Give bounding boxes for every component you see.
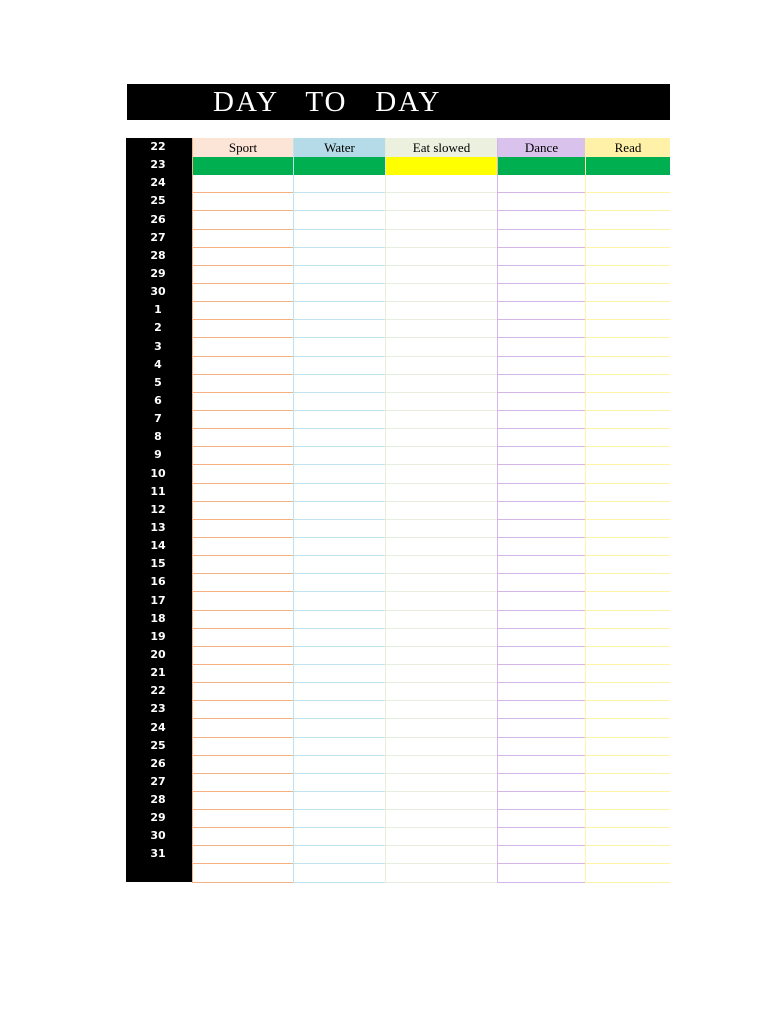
habit-checkbox-cell[interactable] <box>294 592 385 610</box>
habit-checkbox-cell[interactable] <box>193 846 293 864</box>
habit-checkbox-cell[interactable] <box>586 592 670 610</box>
habit-checkbox-cell[interactable] <box>586 211 670 229</box>
habit-checkbox-cell[interactable] <box>586 629 670 647</box>
habit-checkbox-cell[interactable] <box>294 647 385 665</box>
habit-checkbox-cell[interactable] <box>386 248 497 266</box>
habit-checkbox-cell[interactable] <box>586 157 670 175</box>
habit-checkbox-cell[interactable] <box>498 357 585 375</box>
day-number: 23 <box>150 158 166 172</box>
habit-checkbox-cell[interactable] <box>386 284 497 302</box>
habit-checkbox-cell[interactable] <box>294 302 385 320</box>
habit-checkbox-cell[interactable] <box>586 864 670 882</box>
habit-checkbox-cell[interactable] <box>586 701 670 719</box>
habit-checkbox-cell[interactable] <box>294 230 385 248</box>
habit-checkbox-cell[interactable] <box>586 846 670 864</box>
habit-checkbox-cell[interactable] <box>386 701 497 719</box>
habit-checkbox-cell[interactable] <box>386 266 497 284</box>
habit-checkbox-cell[interactable] <box>386 447 497 465</box>
habit-checkbox-cell[interactable] <box>498 629 585 647</box>
day-number: 4 <box>154 357 162 371</box>
habit-checkbox-cell[interactable] <box>386 484 497 502</box>
habit-checkbox-cell[interactable] <box>586 375 670 393</box>
habit-checkbox-cell[interactable] <box>386 193 497 211</box>
habit-checkbox-cell[interactable] <box>498 447 585 465</box>
habit-checkbox-cell[interactable] <box>193 864 293 882</box>
habit-checkbox-cell[interactable] <box>386 175 497 193</box>
habit-checkbox-cell[interactable] <box>386 611 497 629</box>
habit-checkbox-cell[interactable] <box>498 502 585 520</box>
habit-checkbox-cell[interactable] <box>498 828 585 846</box>
day-number: 15 <box>150 557 166 571</box>
habit-checkbox-cell[interactable] <box>586 465 670 483</box>
day-number: 27 <box>150 230 166 244</box>
habit-checkbox-cell[interactable] <box>386 538 497 556</box>
habit-checkbox-cell[interactable] <box>193 665 293 683</box>
habit-checkbox-cell[interactable] <box>586 411 670 429</box>
habit-checkbox-cell[interactable] <box>193 828 293 846</box>
habit-checkbox-cell[interactable] <box>193 357 293 375</box>
habit-header: Eat slowed <box>386 138 497 157</box>
habit-checkbox-cell[interactable] <box>193 756 293 774</box>
habit-checkbox-cell[interactable] <box>294 266 385 284</box>
habit-checkbox-cell[interactable] <box>294 828 385 846</box>
habit-checkbox-cell[interactable] <box>586 484 670 502</box>
habit-checkbox-cell[interactable] <box>586 792 670 810</box>
habit-checkbox-cell[interactable] <box>498 266 585 284</box>
habit-checkbox-cell[interactable] <box>586 665 670 683</box>
habit-checkbox-cell[interactable] <box>294 193 385 211</box>
habit-checkbox-cell[interactable] <box>586 683 670 701</box>
habit-checkbox-cell[interactable] <box>498 175 585 193</box>
habit-checkbox-cell[interactable] <box>586 774 670 792</box>
habit-checkbox-cell[interactable] <box>386 792 497 810</box>
habit-checkbox-cell[interactable] <box>498 738 585 756</box>
habit-checkbox-cell[interactable] <box>193 792 293 810</box>
day-number: 19 <box>150 629 166 643</box>
habit-checkbox-cell[interactable] <box>586 393 670 411</box>
day-number: 21 <box>150 666 166 680</box>
habit-checkbox-cell[interactable] <box>386 157 497 175</box>
habit-checkbox-cell[interactable] <box>294 538 385 556</box>
habit-checkbox-cell[interactable] <box>586 284 670 302</box>
habit-checkbox-cell[interactable] <box>193 284 293 302</box>
habit-checkbox-cell[interactable] <box>193 411 293 429</box>
day-number: 26 <box>150 756 166 770</box>
habit-checkbox-cell[interactable] <box>193 248 293 266</box>
habit-checkbox-cell[interactable] <box>193 701 293 719</box>
habit-checkbox-cell[interactable] <box>498 683 585 701</box>
habit-checkbox-cell[interactable] <box>498 846 585 864</box>
habit-checkbox-cell[interactable] <box>294 556 385 574</box>
habit-checkbox-cell[interactable] <box>586 647 670 665</box>
day-number-column <box>126 138 192 882</box>
habit-checkbox-cell[interactable] <box>586 193 670 211</box>
day-number: 1 <box>154 303 162 317</box>
day-number: 28 <box>150 248 166 262</box>
habit-checkbox-cell[interactable] <box>498 774 585 792</box>
habit-checkbox-cell[interactable] <box>193 484 293 502</box>
habit-column-water <box>293 138 385 883</box>
habit-checkbox-cell[interactable] <box>386 629 497 647</box>
habit-checkbox-cell[interactable] <box>498 756 585 774</box>
habit-checkbox-cell[interactable] <box>386 810 497 828</box>
habit-checkbox-cell[interactable] <box>193 556 293 574</box>
habit-checkbox-cell[interactable] <box>294 320 385 338</box>
habit-checkbox-cell[interactable] <box>498 556 585 574</box>
habit-checkbox-cell[interactable] <box>294 629 385 647</box>
habit-checkbox-cell[interactable] <box>193 230 293 248</box>
habit-checkbox-cell[interactable] <box>386 864 497 882</box>
habit-checkbox-cell[interactable] <box>386 393 497 411</box>
habit-header: Read <box>586 138 670 157</box>
habit-checkbox-cell[interactable] <box>294 846 385 864</box>
day-number: 30 <box>150 285 166 299</box>
habit-checkbox-cell[interactable] <box>386 338 497 356</box>
habit-checkbox-cell[interactable] <box>386 375 497 393</box>
habit-checkbox-cell[interactable] <box>386 230 497 248</box>
habit-checkbox-cell[interactable] <box>586 810 670 828</box>
habit-checkbox-cell[interactable] <box>193 193 293 211</box>
habit-checkbox-cell[interactable] <box>294 411 385 429</box>
habit-checkbox-cell[interactable] <box>498 665 585 683</box>
habit-checkbox-cell[interactable] <box>386 502 497 520</box>
day-number: 13 <box>150 520 166 534</box>
habit-checkbox-cell[interactable] <box>386 520 497 538</box>
day-number: 3 <box>154 339 162 353</box>
title-bar <box>127 84 670 120</box>
habit-checkbox-cell[interactable] <box>294 484 385 502</box>
habit-checkbox-cell[interactable] <box>498 211 585 229</box>
day-number: 7 <box>154 412 162 426</box>
habit-checkbox-cell[interactable] <box>294 211 385 229</box>
day-number <box>126 864 192 882</box>
habit-checkbox-cell[interactable] <box>498 810 585 828</box>
day-number: 16 <box>150 575 166 589</box>
habit-checkbox-cell[interactable] <box>386 465 497 483</box>
habit-checkbox-cell[interactable] <box>386 828 497 846</box>
day-number: 8 <box>154 430 162 444</box>
habit-checkbox-cell[interactable] <box>498 792 585 810</box>
habit-checkbox-cell[interactable] <box>586 429 670 447</box>
habit-checkbox-cell[interactable] <box>386 756 497 774</box>
habit-checkbox-cell[interactable] <box>586 320 670 338</box>
habit-checkbox-cell[interactable] <box>386 411 497 429</box>
habit-checkbox-cell[interactable] <box>498 320 585 338</box>
habit-column-read <box>585 138 670 883</box>
habit-checkbox-cell[interactable] <box>294 157 385 175</box>
habit-checkbox-cell[interactable] <box>294 719 385 737</box>
habit-checkbox-cell[interactable] <box>193 211 293 229</box>
habit-checkbox-cell[interactable] <box>386 357 497 375</box>
day-number: 26 <box>150 212 166 226</box>
day-number: 5 <box>154 375 162 389</box>
habit-checkbox-cell[interactable] <box>498 411 585 429</box>
day-number: 25 <box>150 738 166 752</box>
habit-checkbox-cell[interactable] <box>294 447 385 465</box>
habit-checkbox-cell[interactable] <box>294 520 385 538</box>
habit-checkbox-cell[interactable] <box>193 175 293 193</box>
habit-checkbox-cell[interactable] <box>294 864 385 882</box>
day-number: 31 <box>150 847 166 861</box>
habit-checkbox-cell[interactable] <box>386 556 497 574</box>
day-number: 6 <box>154 393 162 407</box>
habit-column-dance <box>497 138 585 883</box>
habit-checkbox-cell[interactable] <box>498 193 585 211</box>
habit-checkbox-cell[interactable] <box>193 393 293 411</box>
habit-checkbox-cell[interactable] <box>193 611 293 629</box>
habit-checkbox-cell[interactable] <box>294 665 385 683</box>
habit-checkbox-cell[interactable] <box>498 302 585 320</box>
habit-checkbox-cell[interactable] <box>498 429 585 447</box>
habit-checkbox-cell[interactable] <box>193 375 293 393</box>
habit-checkbox-cell[interactable] <box>586 175 670 193</box>
habit-checkbox-cell[interactable] <box>586 738 670 756</box>
day-number: 12 <box>150 502 166 516</box>
habit-checkbox-cell[interactable] <box>294 792 385 810</box>
habit-checkbox-cell[interactable] <box>294 284 385 302</box>
habit-checkbox-cell[interactable] <box>498 611 585 629</box>
habit-checkbox-cell[interactable] <box>586 302 670 320</box>
habit-checkbox-cell[interactable] <box>386 647 497 665</box>
habit-checkbox-cell[interactable] <box>498 864 585 882</box>
habit-column-eat-slowed <box>385 138 497 883</box>
habit-checkbox-cell[interactable] <box>294 375 385 393</box>
habit-checkbox-cell[interactable] <box>294 774 385 792</box>
habit-checkbox-cell[interactable] <box>294 248 385 266</box>
habit-checkbox-cell[interactable] <box>294 683 385 701</box>
day-number: 28 <box>150 793 166 807</box>
day-number: 25 <box>150 194 166 208</box>
day-number: 10 <box>150 466 166 480</box>
habit-checkbox-cell[interactable] <box>498 574 585 592</box>
day-number: 27 <box>150 774 166 788</box>
habit-checkbox-cell[interactable] <box>386 429 497 447</box>
habit-checkbox-cell[interactable] <box>498 338 585 356</box>
habit-checkbox-cell[interactable] <box>386 683 497 701</box>
habit-checkbox-cell[interactable] <box>586 266 670 284</box>
habit-checkbox-cell[interactable] <box>586 574 670 592</box>
habit-checkbox-cell[interactable] <box>193 320 293 338</box>
habit-checkbox-cell[interactable] <box>498 465 585 483</box>
habit-checkbox-cell[interactable] <box>498 230 585 248</box>
day-number: 9 <box>154 448 162 462</box>
habit-checkbox-cell[interactable] <box>193 647 293 665</box>
habit-checkbox-cell[interactable] <box>586 338 670 356</box>
habit-checkbox-cell[interactable] <box>386 846 497 864</box>
habit-checkbox-cell[interactable] <box>386 738 497 756</box>
habit-checkbox-cell[interactable] <box>498 157 585 175</box>
habit-header: Dance <box>498 138 585 157</box>
habit-checkbox-cell[interactable] <box>193 157 293 175</box>
habit-checkbox-cell[interactable] <box>294 429 385 447</box>
habit-checkbox-cell[interactable] <box>193 574 293 592</box>
habit-checkbox-cell[interactable] <box>586 248 670 266</box>
habit-header: Water <box>294 138 385 157</box>
habit-checkbox-cell[interactable] <box>294 175 385 193</box>
habit-checkbox-cell[interactable] <box>294 701 385 719</box>
day-number: 20 <box>150 647 166 661</box>
day-number: 24 <box>150 720 166 734</box>
day-number: 2 <box>154 321 162 335</box>
habit-checkbox-cell[interactable] <box>294 465 385 483</box>
day-number: 24 <box>150 176 166 190</box>
habit-checkbox-cell[interactable] <box>498 719 585 737</box>
habit-checkbox-cell[interactable] <box>193 447 293 465</box>
habit-checkbox-cell[interactable] <box>386 592 497 610</box>
habit-checkbox-cell[interactable] <box>193 338 293 356</box>
habit-checkbox-cell[interactable] <box>498 520 585 538</box>
habit-checkbox-cell[interactable] <box>586 447 670 465</box>
habit-checkbox-cell[interactable] <box>586 230 670 248</box>
habit-checkbox-cell[interactable] <box>586 556 670 574</box>
habit-checkbox-cell[interactable] <box>193 738 293 756</box>
habit-checkbox-cell[interactable] <box>193 538 293 556</box>
habit-checkbox-cell[interactable] <box>193 502 293 520</box>
day-number: 29 <box>150 266 166 280</box>
habit-checkbox-cell[interactable] <box>586 719 670 737</box>
habit-checkbox-cell[interactable] <box>386 211 497 229</box>
habit-checkbox-cell[interactable] <box>498 248 585 266</box>
habit-checkbox-cell[interactable] <box>586 357 670 375</box>
habit-column-sport <box>192 138 293 883</box>
habit-checkbox-cell[interactable] <box>193 465 293 483</box>
habit-checkbox-cell[interactable] <box>193 429 293 447</box>
habit-checkbox-cell[interactable] <box>498 701 585 719</box>
day-number: 23 <box>150 702 166 716</box>
habit-checkbox-cell[interactable] <box>294 338 385 356</box>
habit-checkbox-cell[interactable] <box>498 538 585 556</box>
habit-checkbox-cell[interactable] <box>498 284 585 302</box>
habit-checkbox-cell[interactable] <box>386 719 497 737</box>
habit-checkbox-cell[interactable] <box>386 774 497 792</box>
habit-checkbox-cell[interactable] <box>294 810 385 828</box>
habit-checkbox-cell[interactable] <box>294 393 385 411</box>
habit-checkbox-cell[interactable] <box>193 719 293 737</box>
habit-checkbox-cell[interactable] <box>498 484 585 502</box>
habit-checkbox-cell[interactable] <box>193 592 293 610</box>
habit-checkbox-cell[interactable] <box>586 538 670 556</box>
habit-checkbox-cell[interactable] <box>193 774 293 792</box>
habit-checkbox-cell[interactable] <box>294 357 385 375</box>
habit-checkbox-cell[interactable] <box>193 520 293 538</box>
habit-checkbox-cell[interactable] <box>294 611 385 629</box>
habit-checkbox-cell[interactable] <box>294 502 385 520</box>
habit-checkbox-cell[interactable] <box>586 611 670 629</box>
day-number: 11 <box>150 484 166 498</box>
habit-checkbox-cell[interactable] <box>386 665 497 683</box>
habit-checkbox-cell[interactable] <box>294 756 385 774</box>
day-number: 17 <box>150 593 166 607</box>
habit-checkbox-cell[interactable] <box>586 502 670 520</box>
habit-checkbox-cell[interactable] <box>498 592 585 610</box>
page-title: DAY TO DAY <box>213 86 442 118</box>
habit-checkbox-cell[interactable] <box>586 520 670 538</box>
day-number: 30 <box>150 829 166 843</box>
habit-checkbox-cell[interactable] <box>498 647 585 665</box>
habit-checkbox-cell[interactable] <box>498 375 585 393</box>
habit-checkbox-cell[interactable] <box>193 302 293 320</box>
habit-checkbox-cell[interactable] <box>193 629 293 647</box>
habit-checkbox-cell[interactable] <box>193 810 293 828</box>
day-number: 22 <box>150 684 166 698</box>
day-number: 29 <box>150 811 166 825</box>
day-number: 22 <box>150 140 166 153</box>
habit-checkbox-cell[interactable] <box>586 756 670 774</box>
day-number: 18 <box>150 611 166 625</box>
habit-checkbox-cell[interactable] <box>193 683 293 701</box>
habit-checkbox-cell[interactable] <box>294 738 385 756</box>
habit-checkbox-cell[interactable] <box>586 828 670 846</box>
habit-checkbox-cell[interactable] <box>294 574 385 592</box>
habit-header: Sport <box>193 138 293 157</box>
habit-checkbox-cell[interactable] <box>386 320 497 338</box>
habit-checkbox-cell[interactable] <box>386 302 497 320</box>
habit-checkbox-cell[interactable] <box>386 574 497 592</box>
habit-checkbox-cell[interactable] <box>498 393 585 411</box>
habit-checkbox-cell[interactable] <box>193 266 293 284</box>
day-number: 14 <box>150 539 166 553</box>
